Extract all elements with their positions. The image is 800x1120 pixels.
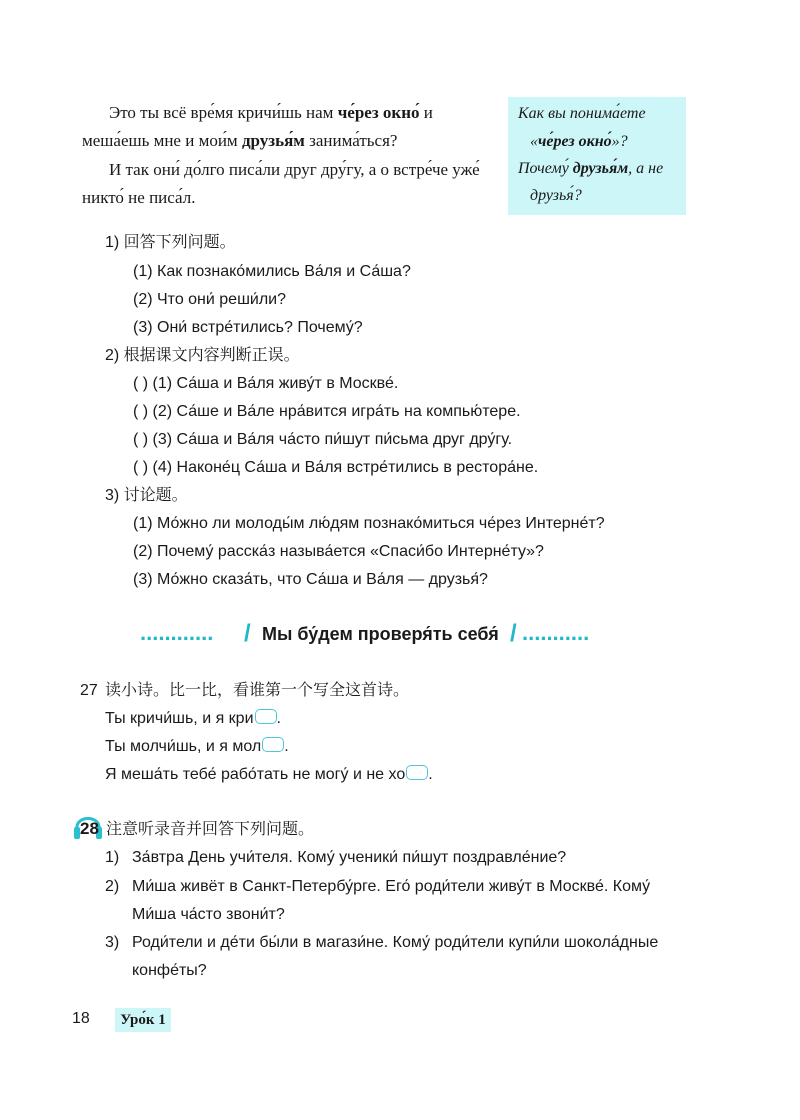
list-item-text: конфе́ты? — [132, 962, 207, 979]
list-item: 2) — [105, 878, 120, 895]
true-false-item: ( ) (4) Наконе́ц Са́ша и Ва́ля встре́тились в рестора́не. — [133, 459, 539, 476]
list-item-text: Ми́ша живёт в Санкт-Петербу́рге. Его́ роди́тели живу́т в Москве́. Кому́ — [132, 878, 651, 895]
question-title: 2) 根据课文内容判断正误。 — [105, 347, 300, 364]
exercise-number: 28 — [80, 819, 99, 838]
list-item-text: За́втра День учи́теля. Кому́ ученики́ пи́шут поздравле́ние? — [132, 849, 567, 866]
true-false-item: ( ) (1) Са́ша и Ва́ля живу́т в Москве́. — [133, 375, 399, 392]
question-title: 3) 讨论题。 — [105, 487, 188, 504]
question-item: (1) Как познако́мились Ва́ля и Са́ша? — [133, 263, 411, 280]
sidebar-line: «че́рез окно́»? — [530, 133, 628, 150]
lesson-tag: Уро́к 1 — [115, 1008, 171, 1032]
question-item: (2) Что они́ реши́ли? — [133, 291, 287, 308]
decorative-slash: / — [510, 620, 517, 647]
section-title: Мы бу́дем проверя́ть себя́ — [262, 624, 499, 644]
question-item: (3) Мо́жно сказа́ть, что Са́ша и Ва́ля — друзья́? — [133, 571, 488, 588]
fill-blank[interactable] — [262, 737, 284, 752]
page-number: 18 — [72, 1010, 90, 1027]
decorative-dots: ........... — [522, 620, 590, 645]
sidebar-line: друзья́? — [530, 187, 582, 204]
list-item: 3) — [105, 934, 120, 951]
list-item-text: Ми́ша ча́сто звони́т? — [132, 906, 285, 923]
true-false-item: ( ) (3) Са́ша и Ва́ля ча́сто пи́шут пи́сьма друг дру́гу. — [133, 431, 513, 448]
poem-line: Ты кричи́шь, и я кри . — [105, 710, 281, 727]
bold-phrase: че́рез окно́ — [337, 103, 420, 122]
decorative-dots: ............ — [140, 620, 214, 645]
text-line: никто́ не писа́л. — [82, 188, 196, 207]
decorative-slash: / — [244, 620, 251, 647]
question-item: (2) Почему́ расска́з называ́ется «Спаси́бо Интерне́ту»? — [133, 543, 544, 560]
fill-blank[interactable] — [255, 709, 277, 724]
fill-blank[interactable] — [406, 765, 428, 780]
true-false-item: ( ) (2) Са́ше и Ва́ле нра́вится игра́ть на компью́тере. — [133, 403, 521, 420]
sidebar-note — [508, 97, 686, 215]
list-item-text: Роди́тели и де́ти бы́ли в магази́не. Кому́ роди́тели купи́ли шокола́дные — [132, 934, 659, 951]
question-item: (1) Мо́жно ли молоды́м лю́дям познако́миться че́рез Интерне́т? — [133, 515, 605, 532]
question-item: (3) Они́ встре́тились? Почему́? — [133, 319, 363, 336]
text-line: И так они́ до́лго писа́ли друг дру́гу, а о встре́че уже́ — [109, 160, 480, 179]
poem-line: Я меша́ть тебе́ рабо́тать не могу́ и не хо . — [105, 766, 433, 783]
exercise-instruction: 读小诗。比一比，看谁第一个写全这首诗。 — [105, 682, 410, 699]
sidebar-line: Как вы понима́ете — [518, 105, 646, 122]
text-line: Это ты всё вре́мя кричи́шь нам че́рез окно́ и — [109, 103, 433, 122]
list-item: 1) — [105, 849, 120, 866]
text-line: меша́ешь мне и мои́м друзья́м занима́ться? — [82, 131, 398, 150]
bold-phrase: друзья́м — [241, 131, 305, 150]
sidebar-line: Почему́ друзья́м, а не — [518, 160, 664, 177]
poem-line: Ты молчи́шь, и я мол . — [105, 738, 289, 755]
question-title: 1) 回答下列问题。 — [105, 234, 236, 251]
exercise-number: 27 — [80, 682, 98, 699]
exercise-instruction: 注意听录音并回答下列问题。 — [106, 821, 315, 838]
